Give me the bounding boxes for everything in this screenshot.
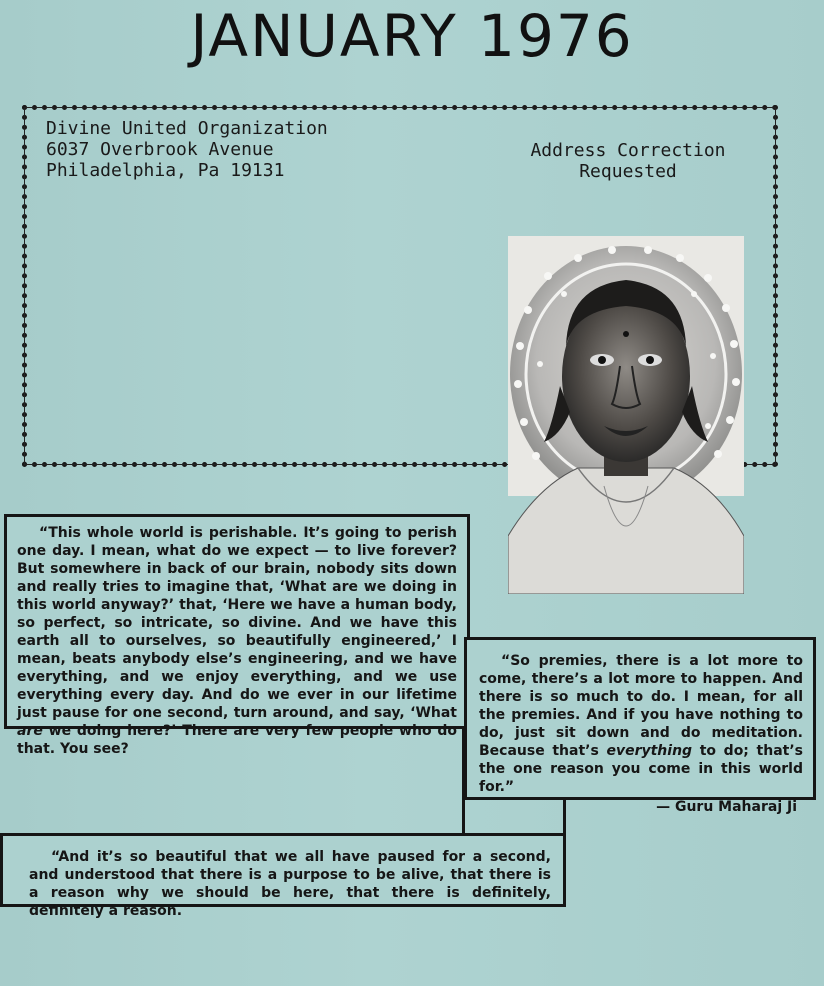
quote-text: “So premies, there is a lot more to come, there’s a lot more to happen. And there is so much to do. I mean, for all the premies. And if you have nothing to do, just sit down and do meditation. Because that’s everything to do; that’s the one reason you come in this world for.”	[479, 653, 804, 795]
quote-signature: — Guru Maharaj Ji	[656, 799, 797, 815]
quote-box-perishable	[4, 514, 470, 757]
correction-line: Address Correction	[530, 140, 726, 161]
address-line-org: Divine United Organization	[46, 118, 328, 139]
return-address	[46, 118, 328, 181]
address-line-city: Philadelphia, Pa 19131	[46, 160, 285, 181]
address-correction-notice	[508, 140, 748, 182]
portrait-photo	[508, 236, 744, 594]
quote-text: “And it’s so beautiful that we all have paused for a second, and understood that there is a purpose to be alive, that there is a reason why we should be here, that there is definitely, definitely a reason.	[29, 849, 551, 919]
address-line-street: 6037 Overbrook Avenue	[46, 139, 274, 160]
quote-box-purpose	[0, 833, 566, 919]
page-title: JANUARY 1976	[190, 2, 634, 70]
quote-box-premies	[464, 637, 816, 815]
quote-text: “This whole world is perishable. It’s going to perish one day. I mean, what do we expect — to live forever? But somewhere in back of our brain, nobody sits down and really tries to imagine that, ‘What are we doing in this world anyway?’ that, ‘Here we have a human body, so perfect, so intricate, so divine. And we have this earth all to ourselves, so beautifully engineered,’ I mean, beats anybody else’s engineering, and we have everything, and we enjoy everything, and we use everything every day. And do we ever in our lifetime just pause for one second, turn around, and say, ‘What are we doing here?’ There are very few people who do that. You see?	[17, 525, 457, 757]
requested-line: Requested	[579, 161, 677, 182]
